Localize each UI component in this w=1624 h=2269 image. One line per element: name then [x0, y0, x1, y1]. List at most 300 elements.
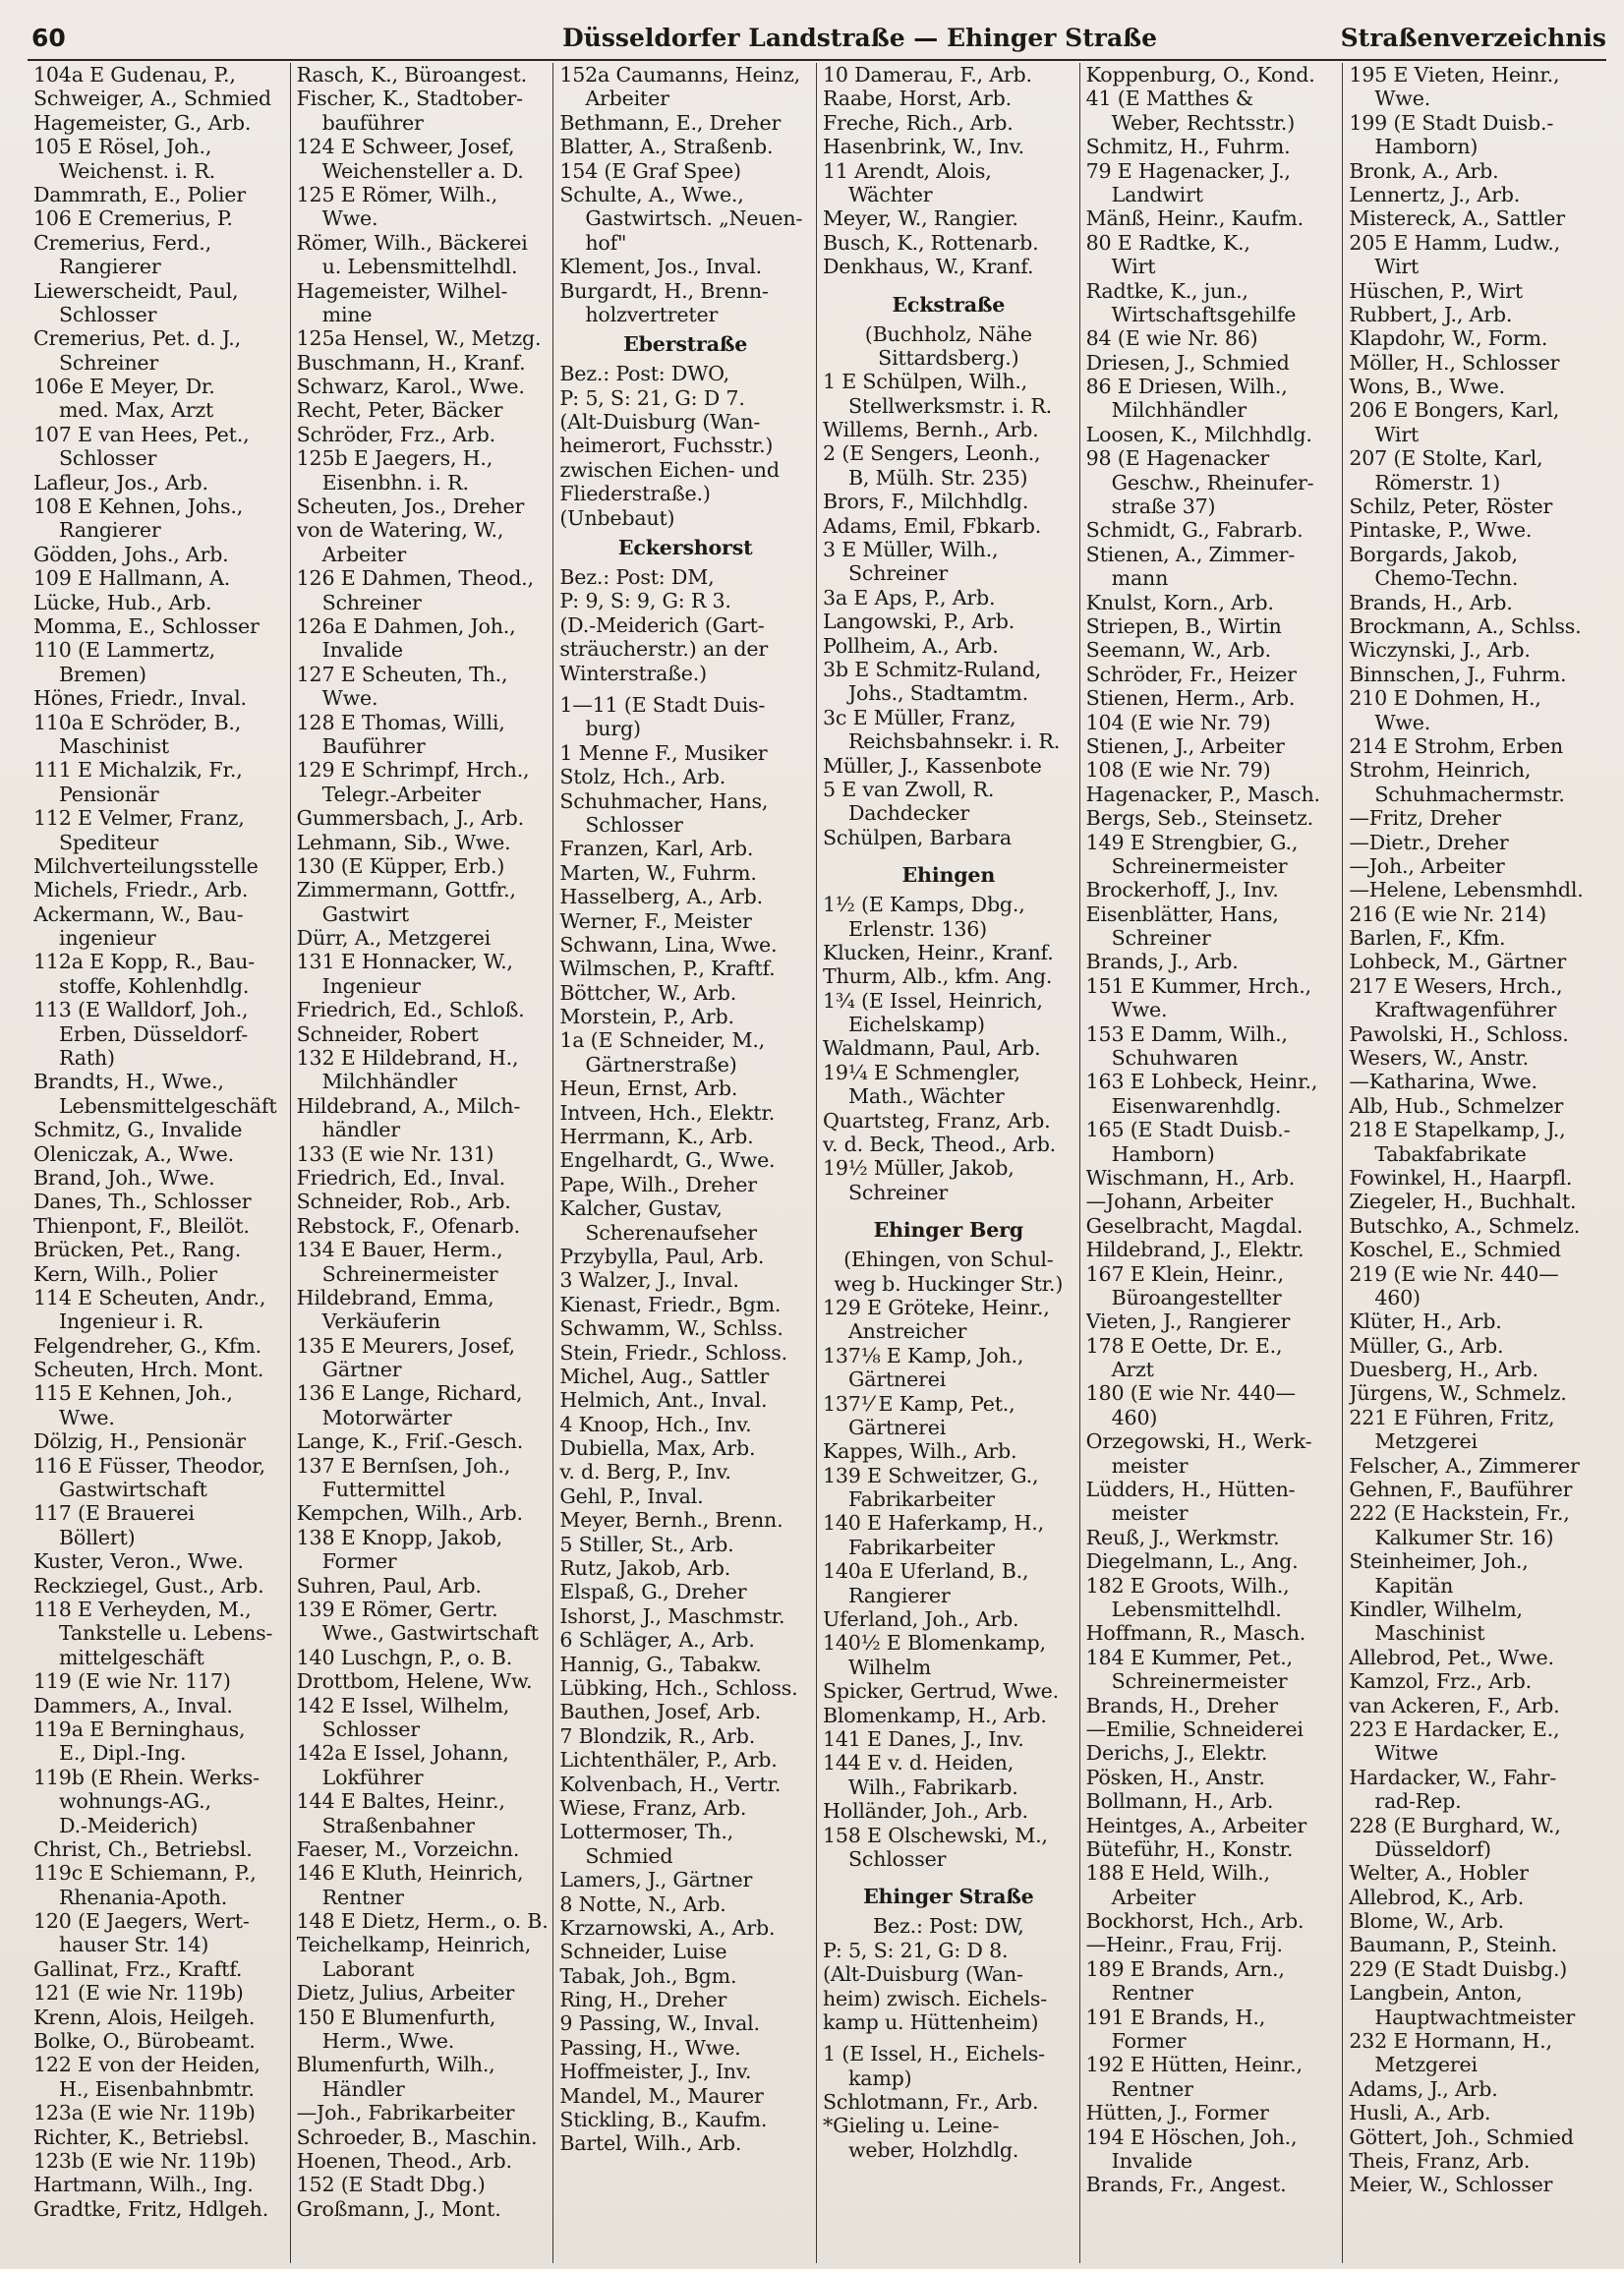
directory-entry: Schmitz, G., Invalide: [33, 1118, 243, 1142]
directory-entry: 123b (E wie Nr. 119b): [33, 2148, 257, 2173]
directory-entry: Kamzol, Frz., Arb.: [1349, 1669, 1532, 1694]
directory-entry: Müller, G., Arb.: [1349, 1333, 1504, 1358]
directory-entry: Kappes, Wilh., Arb.: [822, 1439, 1017, 1464]
directory-entry: Kern, Wilh., Polier: [33, 1261, 217, 1286]
entry-continuation: Gärtner: [321, 1358, 402, 1382]
directory-entry: Brockmann, A., Schlss.: [1349, 613, 1582, 638]
directory-entry: 10 Damerau, F., Arb.: [822, 63, 1032, 87]
entry-continuation: Lokführer: [321, 1765, 424, 1789]
directory-entry: 119a E Berninghaus,: [33, 1716, 246, 1741]
directory-entry: Dürr, A., Metzgerei: [296, 926, 492, 951]
directory-entry: Rubbert, J., Arb.: [1349, 302, 1513, 326]
directory-entry: Lübking, Hch., Schloss.: [559, 1676, 798, 1700]
directory-entry: Krzarnowski, A., Arb.: [559, 1915, 776, 1940]
directory-entry: Schneider, Luise: [559, 1940, 727, 1964]
directory-entry: Raabe, Horst, Arb.: [822, 87, 1012, 111]
directory-entry: Hagemeister, Wilhel-: [296, 278, 508, 303]
directory-entry: Brands, H., Arb.: [1349, 590, 1513, 614]
street-heading: Ehingen: [901, 863, 996, 888]
directory-entry: Willems, Bernh., Arb.: [822, 418, 1039, 442]
directory-entry: 178 E Oette, Dr. E.,: [1085, 1333, 1283, 1358]
directory-entry: Dubiella, Max, Arb.: [559, 1436, 756, 1461]
directory-entry: Friedrich, Ed., Schloß.: [296, 998, 525, 1022]
directory-entry: Langowski, P., Arb.: [822, 610, 1015, 634]
directory-entry: Mandel, M., Maurer: [559, 2083, 764, 2108]
section-title: Straßenverzeichnis: [1340, 24, 1606, 52]
directory-entry: Mänß, Heinr., Kaufm.: [1085, 206, 1304, 231]
directory-entry: Büteführ, H., Konstr.: [1085, 1836, 1294, 1861]
entry-continuation: Fabrikarbeiter: [847, 1535, 995, 1559]
directory-entry: Orzegowski, H., Werk-: [1085, 1429, 1312, 1454]
directory-entry: 207 (E Stolte, Karl,: [1349, 446, 1543, 471]
directory-entry: Dölzig, H., Pensionär: [33, 1429, 246, 1454]
directory-entry: 119b (E Rhein. Werks-: [33, 1765, 260, 1789]
directory-entry: Radtke, K., jun.,: [1085, 278, 1248, 303]
directory-entry: 1½ (E Kamps, Dbg.,: [822, 893, 1025, 917]
directory-entry: 117 (E Brauerei: [33, 1501, 195, 1526]
directory-entry: 163 E Lohbeck, Heinr.,: [1085, 1070, 1318, 1094]
street-note: Sittardsberg.): [878, 345, 1019, 370]
directory-entry: Bez.: Post: DWO,: [559, 362, 729, 386]
directory-entry: Burgardt, H., Brenn-: [559, 278, 769, 303]
entry-continuation: mine: [321, 302, 373, 326]
directory-entry: 2 (E Sengers, Leonh.,: [822, 441, 1041, 466]
directory-entry: Krenn, Alois, Heilgeh.: [33, 2005, 256, 2029]
entry-continuation: Maschinist: [59, 733, 170, 758]
directory-entry: Meyer, Bernh., Brenn.: [559, 1508, 783, 1533]
directory-entry: Stickling, B., Kaufm.: [559, 2108, 768, 2132]
directory-entry: Fowinkel, H., Haarpfl.: [1349, 1165, 1573, 1190]
entry-continuation: Schreinermeister: [1111, 1669, 1288, 1694]
directory-entry: Schweiger, A., Schmied: [33, 87, 271, 111]
entry-continuation: Weber, Rechtsstr.): [1111, 110, 1296, 135]
entry-continuation: Gastwirtsch. „Neuen-: [585, 206, 803, 231]
directory-entry: Thurm, Alb., kfm. Ang.: [822, 964, 1053, 989]
directory-entry: Butschko, A., Schmelz.: [1349, 1213, 1581, 1238]
directory-entry: Schulte, A., Wwe.,: [559, 182, 744, 206]
directory-entry: Baumann, P., Steinh.: [1349, 1933, 1557, 1957]
directory-entry: Driesen, J., Schmied: [1085, 350, 1290, 375]
directory-entry: Kalcher, Gustav,: [559, 1196, 723, 1221]
entry-continuation: Rhenania-Apoth.: [59, 1885, 228, 1909]
directory-entry: Gehl, P., Inval.: [559, 1484, 704, 1508]
directory-entry: Brockerhoff, J., Inv.: [1085, 878, 1279, 902]
directory-entry: Holländer, Joh., Arb.: [822, 1799, 1028, 1824]
directory-entry: Ziegeler, H., Buchhalt.: [1349, 1190, 1577, 1214]
directory-entry: 154 (E Graf Spee): [559, 158, 741, 183]
directory-entry: *Gieling u. Leine-: [822, 2114, 1000, 2138]
spacer: [559, 685, 811, 693]
directory-entry: Römer, Wilh., Bäckerei: [296, 230, 528, 255]
entry-continuation: Schlosser: [847, 1846, 947, 1871]
directory-entry: v. d. Beck, Theod., Arb.: [822, 1133, 1057, 1157]
directory-entry: heimerort, Fuchsstr.): [559, 434, 774, 458]
directory-entry: Fliederstraße.): [559, 482, 711, 506]
entry-continuation: Lebensmittelhdl.: [1111, 1598, 1282, 1621]
directory-entry: 1—11 (E Stadt Duis-: [559, 692, 766, 717]
entry-continuation: Arbeiter: [585, 87, 669, 111]
directory-entry: (Unbebaut): [559, 505, 675, 530]
directory-entry: —Joh., Arbeiter: [1349, 853, 1505, 878]
street-heading: Eberstraße: [623, 332, 748, 357]
directory-entry: 129 E Gröteke, Heinr.,: [822, 1295, 1050, 1319]
entry-continuation: Schreinermeister: [321, 1261, 498, 1286]
entry-continuation: Invalide: [321, 638, 403, 663]
directory-entry: Hagenacker, P., Masch.: [1085, 782, 1320, 806]
directory-entry: 195 E Vieten, Heinr.,: [1349, 63, 1560, 87]
directory-entry: 111 E Michalzik, Fr.,: [33, 758, 243, 783]
entry-continuation: Böllert): [59, 1525, 136, 1549]
entry-continuation: hauser Str. 14): [59, 1933, 209, 1957]
street-note: weg b. Huckinger Str.): [834, 1271, 1064, 1296]
entry-continuation: Schreiner: [59, 350, 159, 375]
entry-continuation: Erlenstr. 136): [847, 916, 987, 941]
directory-entry: Schroeder, B., Maschin.: [296, 2124, 538, 2149]
entry-continuation: Rentner: [321, 1885, 404, 1909]
directory-entry: 153 E Damm, Wilh.,: [1085, 1021, 1288, 1046]
directory-entry: 218 E Stapelkamp, J.,: [1349, 1118, 1566, 1142]
entry-continuation: Futtermittel: [321, 1478, 445, 1502]
entry-continuation: Hamborn): [1111, 1141, 1215, 1166]
directory-entry: Wesers, W., Anstr.: [1349, 1046, 1529, 1071]
directory-entry: 144 E Baltes, Heinr.,: [296, 1789, 505, 1814]
directory-entry: 189 E Brands, Arn.,: [1085, 1956, 1285, 1981]
directory-entry: 41 (E Matthes &: [1085, 87, 1253, 111]
directory-entry: Ishorst, J., Maschmstr.: [559, 1603, 785, 1628]
entry-continuation: D.-Meiderich): [59, 1813, 199, 1837]
entry-continuation: med. Max, Arzt: [59, 398, 214, 423]
directory-entry: Gehnen, F., Bauführer: [1349, 1478, 1573, 1502]
directory-entry: 3b E Schmitz-Ruland,: [822, 657, 1042, 681]
directory-entry: 120 (E Jaegers, Wert-: [33, 1909, 250, 1934]
directory-entry: Schneider, Rob., Arb.: [296, 1190, 511, 1214]
entry-continuation: Wirt: [1374, 255, 1420, 279]
directory-entry: Busch, K., Rottenarb.: [822, 230, 1039, 255]
directory-entry: 221 E Führen, Fritz,: [1349, 1405, 1555, 1429]
directory-entry: Langbein, Anton,: [1349, 1981, 1523, 2006]
directory-entry: Hildebrand, J., Elektr.: [1085, 1238, 1305, 1262]
directory-entry: Kuster, Veron., Wwe.: [33, 1549, 244, 1574]
directory-entry: 167 E Klein, Heinr.,: [1085, 1261, 1284, 1286]
directory-entry: Reuß, J., Werkmstr.: [1085, 1525, 1280, 1549]
entry-continuation: Laborant: [321, 1956, 415, 1981]
entry-continuation: ingenieur: [59, 926, 156, 951]
street-note: (Buchholz, Nähe: [864, 321, 1032, 346]
entry-continuation: Arzt: [1111, 1358, 1154, 1382]
directory-entry: 126a E Dahmen, Joh.,: [296, 613, 516, 638]
spacer: [823, 2034, 1074, 2042]
directory-entry: Stienen, Herm., Arb.: [1085, 686, 1296, 711]
directory-entry: Schuhmacher, Hans,: [559, 788, 769, 813]
spacer: [823, 279, 1074, 287]
directory-entry: 124 E Schweer, Josef,: [296, 135, 515, 159]
entry-continuation: Schlosser: [59, 446, 157, 471]
entry-continuation: B, Mülh. Str. 235): [847, 465, 1028, 490]
directory-entry: Hüschen, P., Wirt: [1349, 278, 1523, 303]
entry-continuation: Hamborn): [1374, 135, 1479, 159]
directory-entry: Mistereck, A., Sattler: [1349, 206, 1565, 231]
entry-continuation: Arbeiter: [321, 542, 407, 566]
directory-entry: Brandts, H., Wwe.,: [33, 1070, 224, 1094]
entry-continuation: Erben, Düsseldorf-: [59, 1021, 248, 1046]
directory-entry: Striepen, B., Wirtin: [1085, 613, 1282, 638]
directory-entry: 138 E Knopp, Jakob,: [296, 1525, 502, 1549]
directory-entry: Scheuten, Hrch. Mont.: [33, 1358, 264, 1382]
directory-entry: Milchverteilungsstelle: [33, 853, 259, 878]
directory-entry: Kempchen, Wilh., Arb.: [296, 1501, 523, 1526]
directory-entry: 108 E Kehnen, Johs.,: [33, 495, 244, 519]
directory-entry: Kienast, Friedr., Bgm.: [559, 1292, 782, 1316]
entry-continuation: Former: [1111, 2029, 1187, 2054]
directory-entry: Klapdohr, W., Form.: [1349, 326, 1548, 351]
directory-entry: 182 E Groots, Wilh.,: [1085, 1573, 1290, 1598]
directory-entry: Gradtke, Fritz, Hdlgeh.: [33, 2196, 269, 2221]
entry-continuation: Scherenaufseher: [585, 1220, 757, 1245]
directory-entry: 142 E Issel, Wilhelm,: [296, 1693, 510, 1717]
entry-continuation: händler: [321, 1118, 400, 1142]
directory-entry: Böttcher, W., Arb.: [559, 980, 737, 1005]
entry-continuation: Bauführer: [321, 733, 426, 758]
directory-entry: Blomenkamp, H., Arb.: [822, 1703, 1047, 1727]
entry-continuation: Arbeiter: [1111, 1885, 1196, 1909]
directory-entry: 191 E Brands, H.,: [1085, 2005, 1266, 2029]
directory-entry: —Helene, Lebensmhdl.: [1349, 878, 1584, 902]
directory-entry: 98 (E Hagenacker: [1085, 446, 1270, 471]
entry-continuation: burg): [585, 717, 641, 741]
directory-entry: Brands, Fr., Angest.: [1085, 2173, 1287, 2197]
directory-entry: Winterstraße.): [559, 661, 707, 685]
entry-continuation: Wilhelm: [847, 1655, 932, 1679]
directory-entry: 137 E Bernſsen, Joh.,: [296, 1453, 511, 1478]
street-heading: Ehinger Straße: [863, 1885, 1034, 1909]
directory-entry: van Ackeren, F., Arb.: [1349, 1693, 1560, 1717]
directory-entry: Lamers, J., Gärtner: [559, 1868, 753, 1892]
directory-entry: 216 (E wie Nr. 214): [1349, 902, 1546, 926]
directory-entry: Franzen, Karl, Arb.: [559, 837, 754, 861]
spacer: [823, 1204, 1074, 1212]
directory-entry: 132 E Hildebrand, H.,: [296, 1046, 519, 1071]
directory-entry: 152 (E Stadt Dbg.): [296, 2173, 486, 2197]
directory-entry: 140 Luschgn, P., o. B.: [296, 1645, 513, 1669]
directory-entry: Barlen, F., Kfm.: [1349, 926, 1506, 951]
directory-entry: Alb, Hub., Schmelzer: [1349, 1093, 1564, 1118]
directory-entry: 125b E Jaegers, H.,: [296, 446, 493, 471]
directory-entry: 150 E Blumenfurth,: [296, 2005, 496, 2029]
directory-entry: Stienen, J., Arbeiter: [1085, 733, 1285, 758]
entry-continuation: Pensionär: [59, 782, 159, 806]
entry-continuation: Johs., Stadtamtm.: [847, 681, 1028, 706]
directory-entry: 115 E Kehnen, Joh.,: [33, 1381, 233, 1406]
directory-entry: 133 (E wie Nr. 131): [296, 1141, 494, 1166]
entry-continuation: Schreinermeister: [1111, 853, 1288, 878]
directory-entry: Diegelmann, L., Ang.: [1085, 1549, 1299, 1574]
directory-entry: Lafleur, Jos., Arb.: [33, 470, 208, 495]
directory-entry: 188 E Held, Wilh.,: [1085, 1861, 1270, 1886]
directory-entry: Werner, F., Meister: [559, 908, 752, 933]
entry-continuation: E., Dipl.-Ing.: [59, 1741, 187, 1766]
directory-entry: Blatter, A., Straßenb.: [559, 135, 774, 159]
entry-continuation: Former: [321, 1549, 397, 1574]
directory-entry: Scheuten, Jos., Dreher: [296, 495, 525, 519]
directory-entry: Brors, F., Milchhdlg.: [822, 490, 1029, 514]
directory-entry: Wilmschen, P., Kraftf.: [559, 957, 776, 981]
entry-continuation: stoffe, Kohlenhdlg.: [59, 973, 250, 998]
directory-entry: 214 E Strohm, Erben: [1349, 733, 1563, 758]
directory-entry: Klüter, H., Arb.: [1349, 1309, 1502, 1334]
directory-entry: 119 (E wie Nr. 117): [33, 1669, 231, 1694]
entry-continuation: Milchhändler: [1111, 398, 1247, 423]
entry-continuation: Römerstr. 1): [1374, 470, 1501, 495]
directory-entry: 192 E Hütten, Heinr.,: [1085, 2053, 1303, 2077]
entry-continuation: Invalide: [1111, 2148, 1192, 2173]
entry-continuation: Gärtnerstraße): [585, 1052, 737, 1076]
entry-continuation: Wwe.: [1111, 998, 1168, 1022]
entry-continuation: meister: [1111, 1453, 1189, 1478]
directory-entry: Oleniczak, A., Wwe.: [33, 1141, 234, 1166]
column-2: [291, 63, 554, 2263]
directory-entry: 112 E Velmer, Franz,: [33, 806, 245, 831]
directory-entry: 104a E Gudenau, P.,: [33, 63, 236, 87]
directory-entry: Seemann, W., Arb.: [1085, 638, 1271, 663]
entry-continuation: bauführer: [321, 110, 424, 135]
entry-continuation: Rangierer: [59, 518, 161, 543]
directory-entry: Denkhaus, W., Kranf.: [822, 255, 1034, 279]
directory-entry: Heun, Ernst, Arb.: [559, 1076, 738, 1101]
directory-entry: Hasenbrink, W., Inv.: [822, 135, 1025, 159]
entry-continuation: Witwe: [1374, 1741, 1438, 1766]
directory-entry: Husli, A., Arb.: [1349, 2101, 1491, 2125]
entry-continuation: Math., Wächter: [847, 1084, 1005, 1109]
directory-entry: —Joh., Fabrikarbeiter: [296, 2101, 515, 2125]
directory-entry: Bolke, O., Bürobeamt.: [33, 2029, 256, 2054]
directory-entry: 232 E Hormann, H.,: [1349, 2029, 1552, 2054]
directory-entry: 6 Schläger, A., Arb.: [559, 1628, 755, 1653]
directory-entry: Thienpont, F., Bleilöt.: [33, 1213, 250, 1238]
directory-entry: Herrmann, K., Arb.: [559, 1125, 754, 1149]
entry-continuation: Herm., Wwe.: [321, 2029, 455, 2054]
directory-entry: Morstein, P., Arb.: [559, 1005, 734, 1029]
directory-entry: Fischer, K., Stadtober-: [296, 87, 523, 111]
directory-entry: Binnschen, J., Fuhrm.: [1349, 662, 1567, 686]
directory-entry: Pösken, H., Anstr.: [1085, 1765, 1265, 1789]
directory-entry: 141 E Danes, J., Inv.: [822, 1727, 1024, 1751]
directory-entry: Brands, J., Arb.: [1085, 950, 1239, 974]
directory-entry: Eisenblätter, Hans,: [1085, 902, 1279, 926]
directory-entry: (Alt-Duisburg (Wan-: [822, 1962, 1023, 1987]
entry-continuation: kamp): [847, 2065, 912, 2090]
directory-entry: Schülpen, Barbara: [822, 825, 1012, 849]
entry-continuation: Spediteur: [59, 830, 159, 854]
directory-entry: Felscher, A., Zimmerer: [1349, 1453, 1580, 1478]
directory-entry: Hoffmeister, J., Inv.: [559, 2060, 752, 2084]
directory-entry: Michels, Friedr., Arb.: [33, 878, 249, 902]
entry-continuation: Lebensmittelgeschäft: [59, 1093, 277, 1118]
directory-entry: 126 E Dahmen, Theod.,: [296, 566, 534, 591]
directory-entry: Lüdders, H., Hütten-: [1085, 1478, 1296, 1502]
directory-entry: Wiczynski, J., Arb.: [1349, 638, 1531, 663]
entry-continuation: Landwirt: [1111, 182, 1203, 206]
directory-entry: Stein, Friedr., Schloss.: [559, 1340, 787, 1365]
directory-entry: Lennertz, J., Arb.: [1349, 182, 1521, 206]
entry-continuation: Büroangestellter: [1111, 1285, 1282, 1309]
entry-continuation: Weichensteller a. D.: [321, 158, 524, 183]
directory-entry: 134 E Bauer, Herm.,: [296, 1238, 503, 1262]
directory-entry: 109 E Hallmann, A.: [33, 566, 231, 591]
directory-entry: Stienen, A., Zimmer-: [1085, 542, 1296, 566]
entry-continuation: weber, Holzhdlg.: [847, 2137, 1019, 2162]
directory-entry: Bronk, A., Arb.: [1349, 158, 1499, 183]
entry-continuation: Tankstelle u. Lebens-: [59, 1621, 273, 1646]
directory-entry: Gummersbach, J., Arb.: [296, 806, 524, 831]
directory-entry: 137⅛ E Kamp, Joh.,: [822, 1343, 1024, 1367]
directory-entry: Duesberg, H., Arb.: [1349, 1358, 1538, 1382]
directory-entry: Hardacker, W., Fahr-: [1349, 1765, 1557, 1789]
directory-entry: Ackermann, W., Bau-: [33, 902, 244, 926]
directory-entry: Großmann, J., Mont.: [296, 2196, 501, 2221]
directory-entry: Hannig, G., Tabakw.: [559, 1652, 762, 1676]
entry-continuation: Motorwärter: [321, 1405, 452, 1429]
column-4: [817, 63, 1080, 2263]
directory-entry: Friedrich, Ed., Inval.: [296, 1165, 505, 1190]
entry-continuation: Verkäuferin: [321, 1309, 440, 1334]
directory-entry: 128 E Thomas, Willi,: [296, 710, 505, 734]
entry-continuation: Schmied: [585, 1843, 673, 1868]
directory-entry: 8 Notte, N., Arb.: [559, 1891, 726, 1916]
directory-entry: Hildebrand, A., Milch-: [296, 1093, 521, 1118]
directory-entry: 19½ Müller, Jakob,: [822, 1156, 1015, 1181]
entry-continuation: Ingenieur i. R.: [59, 1309, 204, 1334]
directory-entry: 3 Walzer, J., Inval.: [559, 1268, 739, 1293]
entry-continuation: Tabakfabrikate: [1374, 1141, 1527, 1166]
directory-entry: Allebrod, K., Arb.: [1349, 1885, 1525, 1909]
directory-entry: 140 E Haferkamp, H.,: [822, 1511, 1044, 1536]
directory-entry: Christ, Ch., Betriebsl.: [33, 1836, 253, 1861]
directory-entry: 1¾ (E Issel, Heinrich,: [822, 988, 1043, 1013]
directory-entry: Hagemeister, G., Arb.: [33, 110, 252, 135]
directory-entry: —Johann, Arbeiter: [1085, 1190, 1273, 1214]
street-heading: Eckstraße: [892, 292, 1006, 317]
entry-continuation: meister: [1111, 1501, 1189, 1526]
entry-continuation: Eichelskamp): [847, 1013, 985, 1037]
directory-entry: 106e E Meyer, Dr.: [33, 375, 215, 399]
directory-entry: Spicker, Gertrud, Wwe.: [822, 1679, 1060, 1704]
directory-entry: Brücken, Pet., Rang.: [33, 1238, 242, 1262]
directory-entry: Jürgens, W., Schmelz.: [1349, 1381, 1567, 1406]
directory-entry: Felgendreher, G., Kfm.: [33, 1333, 261, 1358]
directory-entry: Kolvenbach, H., Vertr.: [559, 1772, 782, 1796]
directory-entry: Bartel, Wilh., Arb.: [559, 2131, 742, 2156]
entry-continuation: Schlosser: [59, 302, 157, 326]
directory-entry: —Katharina, Wwe.: [1349, 1070, 1537, 1094]
directory-entry: Passing, H., Wwe.: [559, 2035, 741, 2060]
entry-continuation: Bremen): [59, 662, 146, 686]
directory-entry: Drottbom, Helene, Ww.: [296, 1669, 533, 1694]
directory-entry: 129 E Schrimpf, Hrch.,: [296, 758, 530, 783]
entry-continuation: Gastwirt: [321, 902, 409, 926]
entry-continuation: Eisenwarenhdlg.: [1111, 1093, 1282, 1118]
entry-continuation: Gärtnerei: [847, 1415, 947, 1439]
directory-entry: 184 E Kummer, Pet.,: [1085, 1645, 1293, 1669]
directory-entry: Lücke, Hub., Arb.: [33, 590, 212, 614]
directory-entry: Intveen, Hch., Elektr.: [559, 1100, 776, 1125]
directory-entry: 219 (E wie Nr. 440—: [1349, 1261, 1559, 1286]
directory-entry: 135 E Meurers, Josef,: [296, 1333, 515, 1358]
directory-entry: Schwamm, W., Schlss.: [559, 1316, 783, 1341]
directory-entry: Klement, Jos., Inval.: [559, 255, 762, 279]
directory-entry: Hartmann, Wilh., Ing.: [33, 2173, 254, 2197]
directory-entry: Cremerius, Pet. d. J.,: [33, 326, 241, 351]
directory-entry: Lange, K., Friſ.-Gesch.: [296, 1429, 524, 1454]
